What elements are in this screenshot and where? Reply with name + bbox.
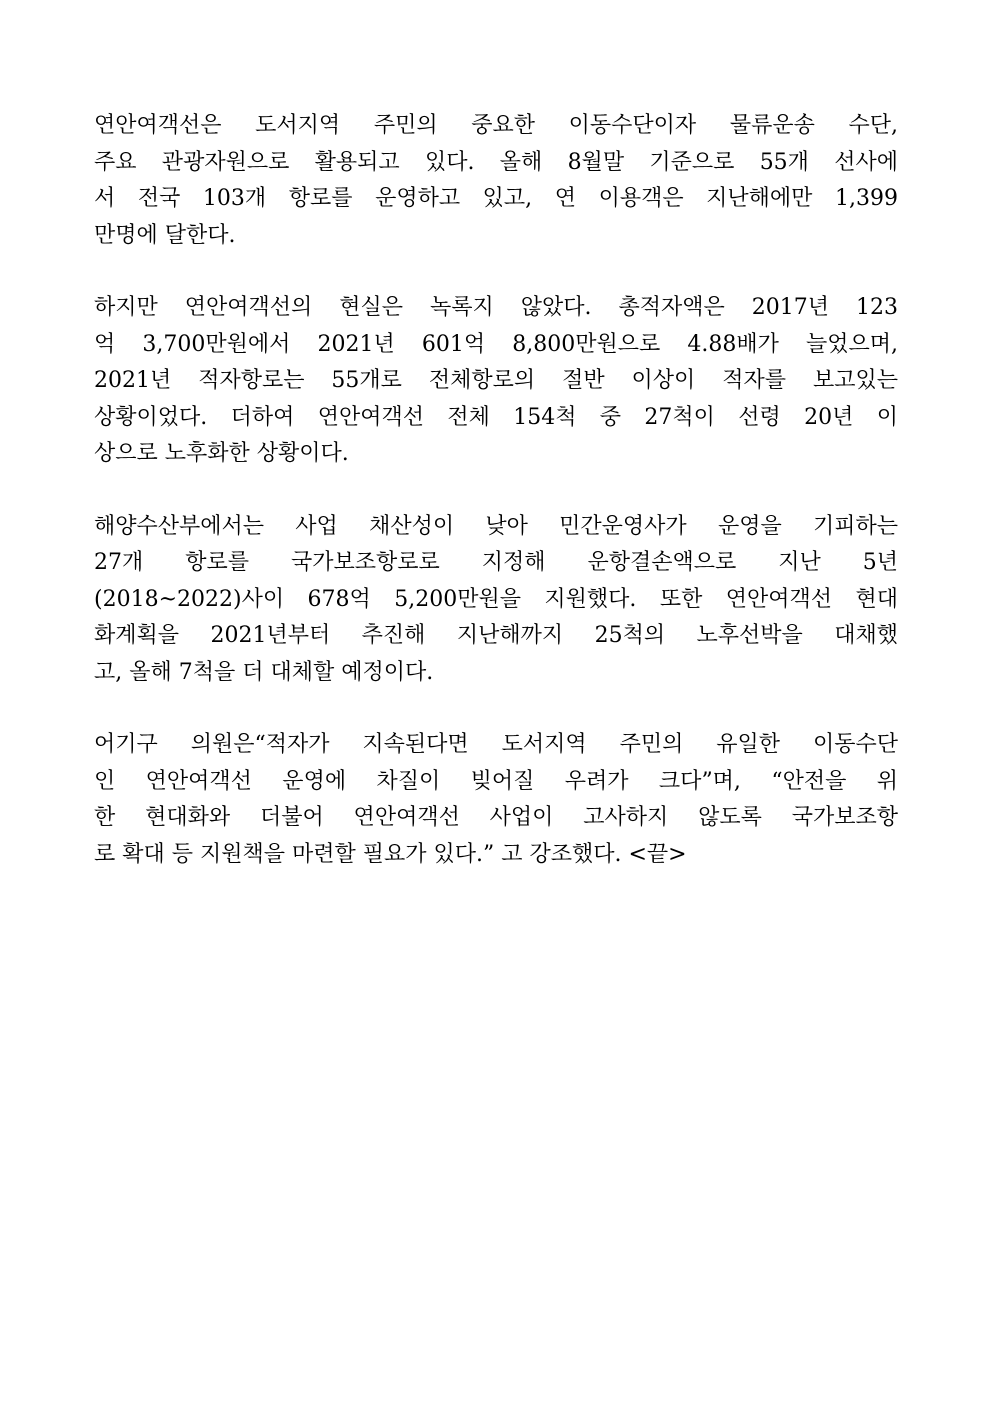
text-line: 어기구 의원은“적자가 지속된다면 도서지역 주민의 유일한 이동수단 xyxy=(94,732,898,757)
text-line: 만명에 달한다. xyxy=(94,222,236,248)
text-line: 연안여객선은 도서지역 주민의 중요한 이동수단이자 물류운송 수단, xyxy=(94,113,898,138)
text-line: (2018~2022)사이 678억 5,200만원을 지원했다. 또한 연안여객선 현대 xyxy=(94,586,898,612)
press-release-body xyxy=(94,108,898,909)
text-line: 서 전국 103개 항로를 운영하고 있고, 연 이용객은 지난해에만 1,399 xyxy=(94,186,898,211)
paragraph-ministry-support xyxy=(94,509,898,692)
text-line: 주요 관광자원으로 활용되고 있다. 올해 8월말 기준으로 55개 선사에 xyxy=(94,149,898,175)
text-line: 한 현대화와 더불어 연안여객선 사업이 고사하지 않도록 국가보조항 xyxy=(94,805,898,830)
paragraph-lawmaker-quote xyxy=(94,727,898,873)
text-line: 인 연안여객선 운영에 차질이 빚어질 우려가 크다”며, “안전을 위 xyxy=(94,768,898,794)
text-line: 고, 올해 7척을 더 대체할 예정이다. xyxy=(94,659,434,685)
text-line: 로 확대 등 지원책을 마련할 필요가 있다.” 고 강조했다. <끝> xyxy=(94,841,687,867)
text-line: 화계획을 2021년부터 추진해 지난해까지 25척의 노후선박을 대채했 xyxy=(94,623,898,648)
text-line: 상황이었다. 더하여 연안여객선 전체 154척 중 27척이 선령 20년 이 xyxy=(94,404,898,430)
text-line: 27개 항로를 국가보조항로로 지정해 운항결손액으로 지난 5년 xyxy=(94,550,898,575)
text-line: 해양수산부에서는 사업 채산성이 낮아 민간운영사가 운영을 기피하는 xyxy=(94,513,898,539)
paragraph-deficit-status xyxy=(94,290,898,473)
text-line: 억 3,700만원에서 2021년 601억 8,800만원으로 4.88배가 늘었으며, xyxy=(94,331,898,357)
text-line: 상으로 노후화한 상황이다. xyxy=(94,441,349,466)
paragraph-ferry-overview xyxy=(94,108,898,254)
text-line: 하지만 연안여객선의 현실은 녹록지 않았다. 총적자액은 2017년 123 xyxy=(94,295,898,320)
text-line: 2021년 적자항로는 55개로 전체항로의 절반 이상이 적자를 보고있는 xyxy=(94,368,898,393)
